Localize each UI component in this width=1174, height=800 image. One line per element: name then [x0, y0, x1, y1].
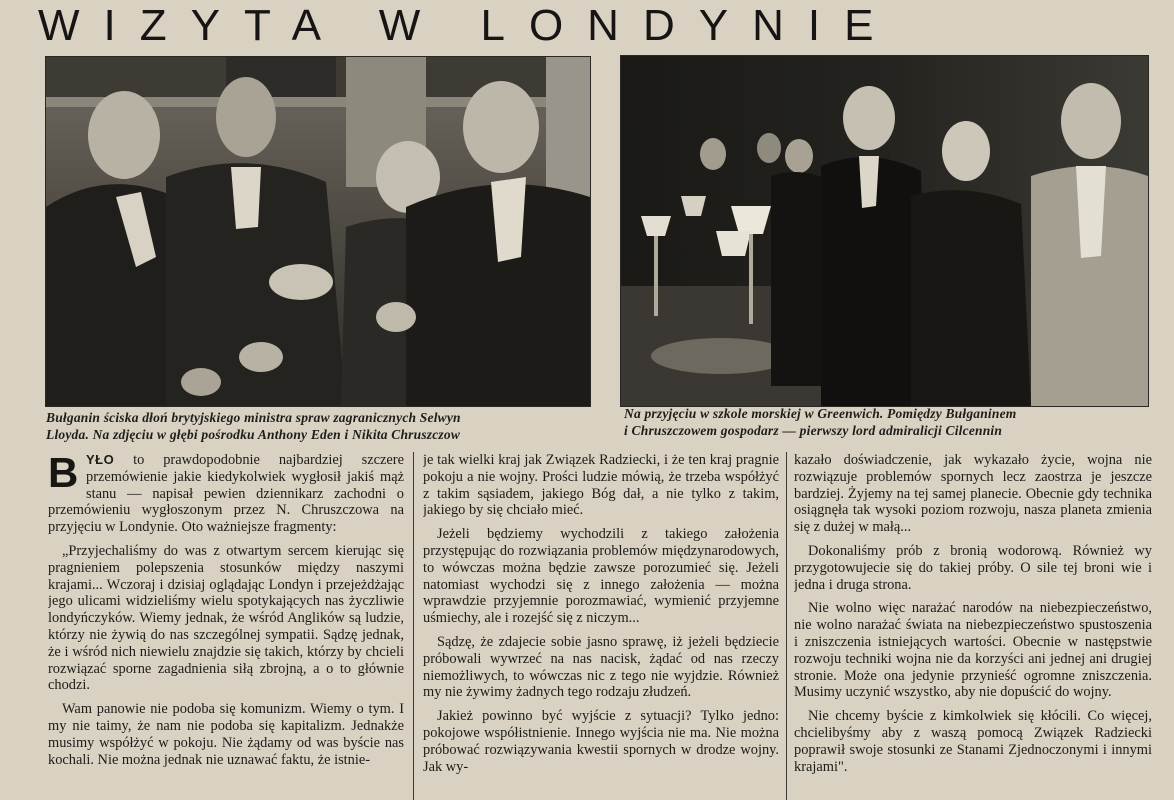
article-paragraph: Dokonaliśmy prób z bronią wodorową. Również wy przygotowujecie się do takiej próby. O sile tej broni wie i jedna i druga strona. — [794, 542, 1152, 593]
article-paragraph: Sądzę, że zdajecie sobie jasno sprawę, iż jeżeli będziecie próbowali wywrzeć na nas nacisk, żądać od nas rzeczy niemożliwych, to wówczas nic z tego nie wyjdzie. Również my nie żywimy żadnych tego rodzaju złudzeń. — [423, 633, 779, 701]
article-column-1 — [48, 452, 404, 800]
headline: WIZYTA W LONDYNIE — [38, 1, 898, 50]
caption-left — [46, 409, 594, 443]
article-paragraph: Wam panowie nie podoba się komunizm. Wiemy o tym. I my nie taimy, że nam nie podoba się kapitalizm. Jednakże musimy współżyć w pokoju. Nie żądamy od was byście nas kochali. Nie można jednak nie uznawać faktu, że istnie- — [48, 701, 404, 768]
article-paragraph: Jeżeli będziemy wychodzili z takiego założenia przystępując do rozwiązania problemów międzynarodowych, to wówczas można będzie zawsze porozumieć się. Jeżeli natomiast wychodzi się z innego założenia — można wprawdzie przyjemnie porozmawiać, wymienić przyjemne uśmiechy, ale i rozejść się z niczym... — [423, 526, 779, 627]
drop-cap: B — [48, 452, 79, 496]
lead-caps: YŁO — [86, 452, 115, 467]
photo-handshake — [45, 56, 591, 407]
article-paragraph: „Przyjechaliśmy do was z otwartym sercem kierując się pragnieniem polepszenia stosunków między naszymi krajami... Wczoraj i dzisiaj oglądając Londyn i przejeżdżając jego ulicami widzieliśmy wielu spotykających nas życzliwie londyńczyków. Wiemy jednak, że wśród Anglików są ludzie, którzy nie żywią do nas szczególnej sympatii. Sądzę jednak, że i wśród nich niewielu znajdzie się takich, którzy by chcieli rozwiązać sporne zagadnienia siłą zbrojną, a o to głównie chodzi. — [48, 542, 404, 694]
caption-right-line1: Na przyjęciu w szkole morskiej w Greenwich. Pomiędzy Bułganinem — [624, 406, 1017, 421]
article-paragraph: Jakież powinno być wyjście z sytuacji? Tylko jedno: pokojowe współistnienie. Innego wyjścia nie ma. Nie można próbować rozwiązywania kwestii spornych w drodze wojny. Jak wy- — [423, 708, 779, 775]
article-paragraph: Nie chcemy byście z kimkolwiek się kłócili. Co więcej, chcielibyśmy aby z waszą pomocą Związek Radziecki poprawił swoje stosunki ze Stanami Zjednoczonymi i innymi krajami". — [794, 708, 1152, 775]
article-paragraph: je tak wielki kraj jak Związek Radziecki, i że ten kraj pragnie pokoju a nie wojny. Prości ludzie mówią, że trzeba współżyć z takim sąsiadem, jakiego Bóg dał, a nie tylko z takim, jakiego by się chciało mieć. — [423, 452, 779, 519]
photo-reception-image — [621, 56, 1148, 406]
column-rule — [786, 452, 787, 800]
column-rule — [413, 452, 414, 800]
article-paragraph-text: to prawdopodobnie najbardziej szczere przemówienie jakie kiedykolwiek wygłosił jakiś mąż stanu — napisał pewien dziennikarz zachodni o przemówieniu wygłoszonym przez N. Chruszczowa na przyjęciu w Londynie. Oto ważniejsze fragmenty: — [48, 452, 404, 536]
photo-reception — [620, 55, 1149, 407]
photo-handshake-image — [46, 57, 590, 406]
article-column-2 — [423, 452, 779, 800]
caption-left-line1: Bułganin ściska dłoń brytyjskiego ministra spraw zagranicznych Selwyn — [46, 410, 461, 425]
article-paragraph — [48, 452, 404, 536]
caption-right-line2: i Chruszczowem gospodarz — pierwszy lord admiralicji Cilcennin — [624, 423, 1003, 438]
article-paragraph: kazało doświadczenie, jak wykazało życie, wojna nie rozwiązuje problemów spornych lecz zaostrza je jeszcze bardziej. Żyjemy na tej samej planecie. Obecnie gdy technika osiągnęła tak wysoki poziom rozwoju, nasza planeta zmienia się z dużej w małą... — [794, 452, 1152, 536]
caption-left-line2: Lloyda. Na zdjęciu w głębi pośrodku Anthony Eden i Nikita Chruszczow — [46, 427, 461, 442]
article-column-3 — [794, 452, 1152, 800]
caption-right — [624, 405, 1154, 439]
article-paragraph: Nie wolno więc narażać narodów na niebezpieczeństwo, nie wolno narażać świata na niebezpieczeństwo spustoszenia i zniszczenia istniejących wartości. Obecnie w następstwie rozwoju techniki wojna nie da korzyści ani jednej ani drugiej stronie. Może ona jedynie przynieść ogromne zniszczenia. Musimy uczynić wszystko, aby nie dopuścić do wojny. — [794, 600, 1152, 701]
